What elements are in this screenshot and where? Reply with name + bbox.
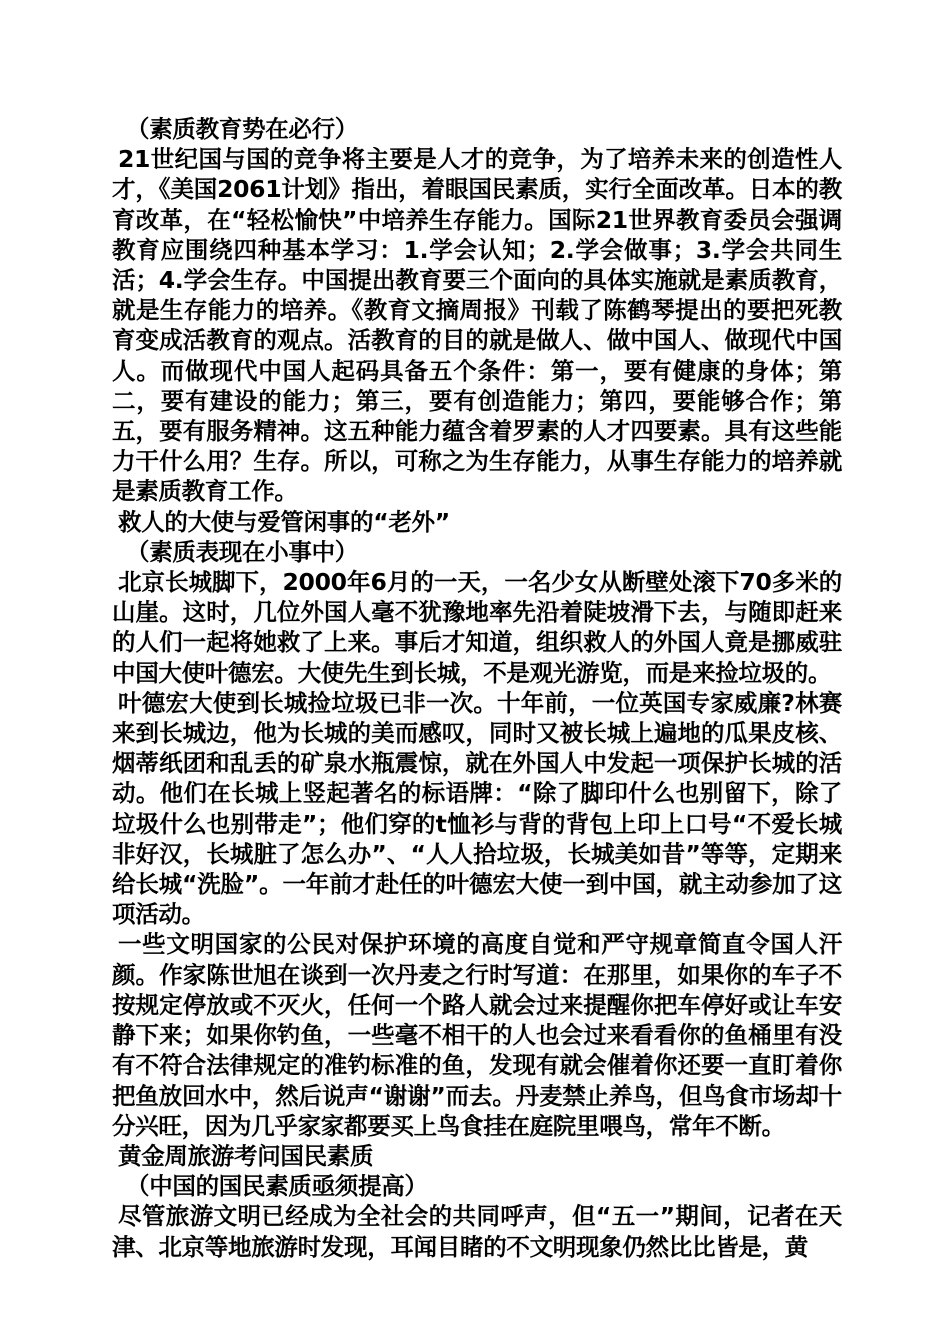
subtitle-quality-education: （素质教育势在必行） <box>126 115 358 143</box>
paragraph-denmark: 一些文明国家的公民对保护环境的高度自觉和严守规章简直令国人汗颜。作家陈世旭在谈到一次丹麦之行时写道：在那里，如果你的车子不按规定停放或不灭火，任何一个路人就会过来提醒你把车停好或让车安静下来；如果你钓鱼，一些毫不相干的人也会过来看看你的鱼桶里有没有不符合法律规定的准钓标准的鱼，发现有就会催着你还要一直盯着你把鱼放回水中，然后说声“谢谢”而去。丹麦禁止养鸟，但鸟食市场却十分兴旺，因为几乎家家都要买上鸟食挂在庭院里喂鸟，常年不断。 <box>112 930 842 1140</box>
paragraph-competition: 21世纪国与国的竞争将主要是人才的竞争，为了培养未来的创造性人才，《美国2061计划》指出，着眼国民素质，实行全面改革。日本的教育改革，在“轻松愉快”中培养生存能力。国际21世界教育委员会强调教育应围绕四种基本学习：1.学会认知；2.学会做事；3.学会共同生活；4.学会生存。中国提出教育要三个面向的具体实施就是素质教育，就是生存能力的培养。《教育文摘周报》刊载了陈鹤琴提出的要把死教育变成活教育的观点。活教育的目的就是做人、做中国人、做现代中国人。而做现代中国人起码具备五个条件：第一，要有健康的身体；第二，要有建设的能力；第三，要有创造能力；第四，要能够合作；第五，要有服务精神。这五种能力蕴含着罗素的人才四要素。具有这些能力干什么用？生存。所以，可称之为生存能力，从事生存能力的培养就是素质教育工作。 <box>112 145 842 506</box>
paragraph-great-wall-cleanup: 叶德宏大使到长城捡垃圾已非一次。十年前，一位英国专家威廉?林赛来到长城边，他为长城的美而感叹，同时又被长城上遍地的瓜果皮核、烟蒂纸团和乱丢的矿泉水瓶震惊，就在外国人中发起一项保护长城的活动。他们在长城上竖起著名的标语牌：“除了脚印什么也别留下，除了垃圾什么也别带走”；他们穿的t恤衫与背的背包上印上口号“不爱长城非好汉，长城脏了怎么办”、“人人拾垃圾，长城美如昔”等等，定期来给长城“洗脸”。一年前才赴任的叶德宏大使一到中国，就主动参加了这项活动。 <box>112 688 842 929</box>
document-body <box>112 114 842 1262</box>
subtitle-national-quality: （中国的国民素质亟须提高） <box>126 1172 428 1201</box>
subtitle-small-things: （素质表现在小事中） <box>126 537 358 566</box>
heading-ambassador: 救人的大使与爱管闲事的“老外” <box>118 507 450 536</box>
paragraph-tourism: 尽管旅游文明已经成为全社会的共同呼声，但“五一”期间，记者在天津、北京等地旅游时发现，耳闻目睹的不文明现象仍然比比皆是，黄 <box>112 1202 842 1261</box>
heading-golden-week: 黄金周旅游考问国民素质 <box>118 1141 374 1170</box>
paragraph-great-wall-rescue: 北京长城脚下，2000年6月的一天，一名少女从断壁处滚下70多米的山崖。这时，几位外国人毫不犹豫地率先沿着陡坡滑下去，与随即赶来的人们一起将她救了上来。事后才知道，组织救人的外国人竟是挪威驻中国大使叶德宏。大使先生到长城，不是观光游览，而是来捡垃圾的。 <box>112 568 842 687</box>
